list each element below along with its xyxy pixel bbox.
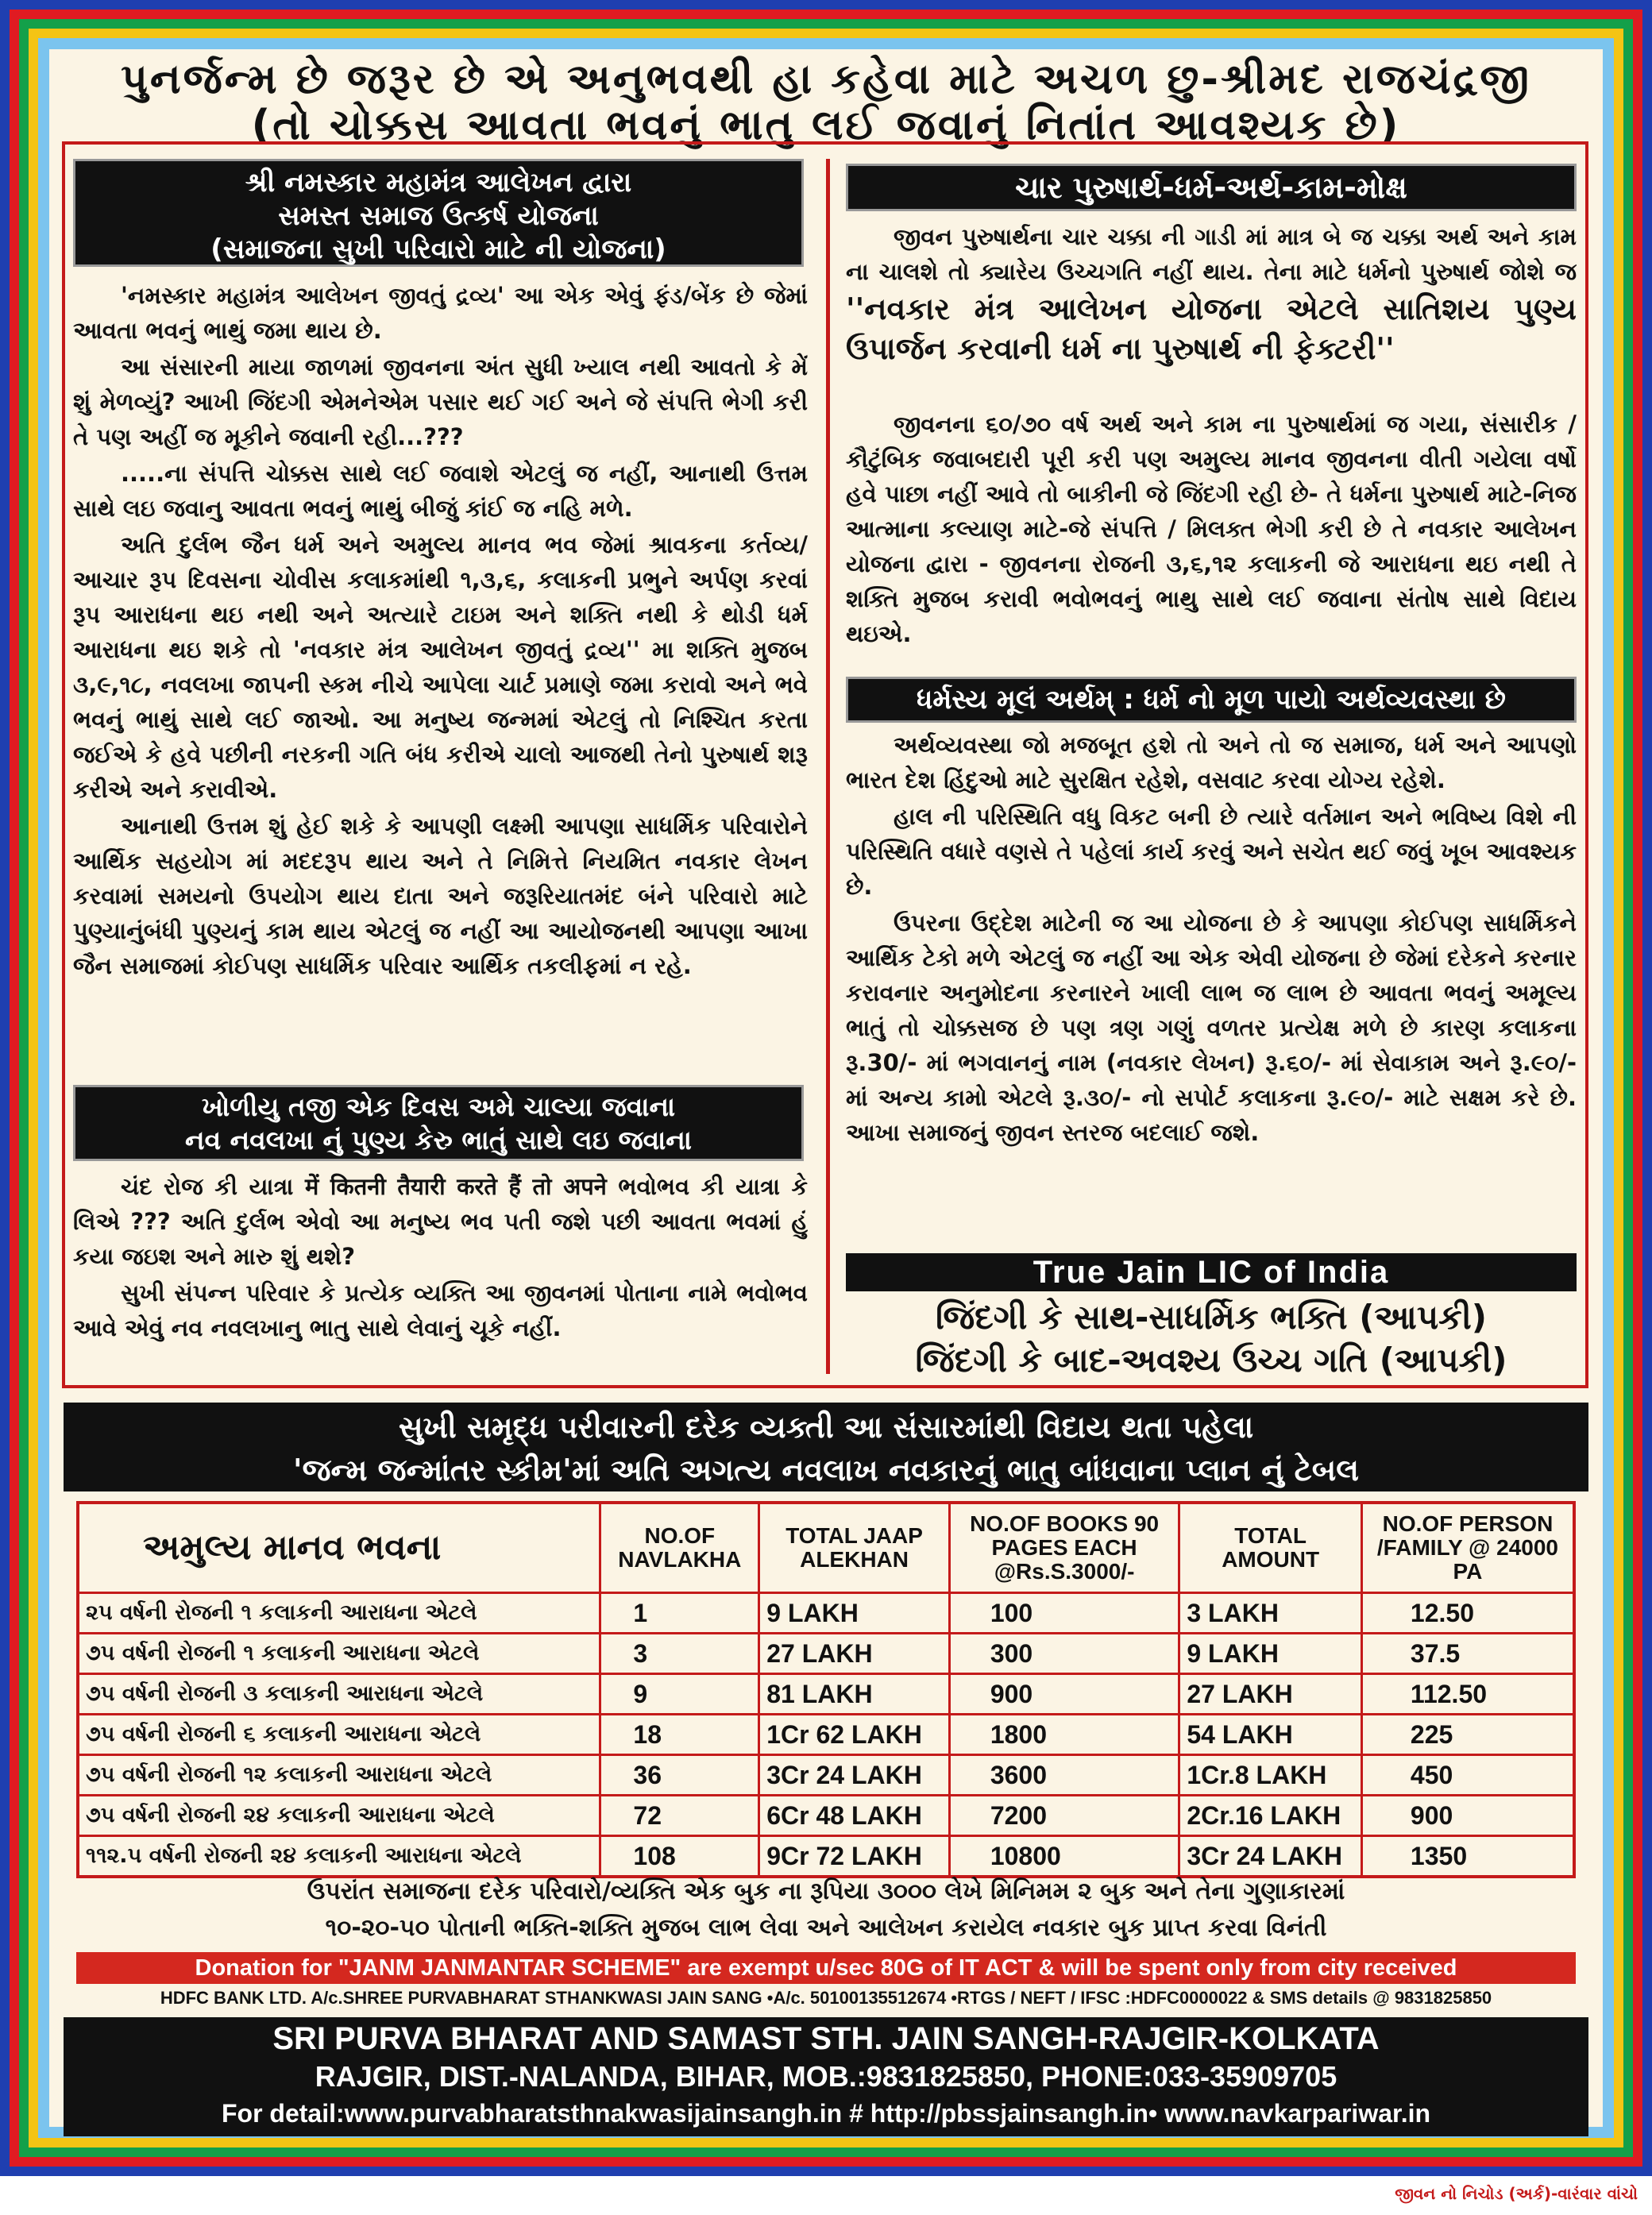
- table-cell: 12.50: [1361, 1593, 1574, 1634]
- table-cell: 2Cr.16 LAKH: [1179, 1796, 1362, 1836]
- left-paragraph-4: અતિ દુર્લભ જૈન ધર્મ અને અમુલ્ય માનવ ભવ જેમાં શ્રાવકના કર્તવ્ય/આચાર રૂપ દિવસના ચોવીસ કલાકમાંથી ૧,૩,૬, કલાકની પ્રભુને અર્પણ કરવાં રૂપ આરાધના થઇ નથી અને અત્યારે ટાઇમ અને શક્તિ નથી કે થોડી ધર્મ આરાધના થઇ શકે તો 'નવકાર મંત્ર આલેખન જીવતું દ્રવ્ય'' મા શક્તિ મુજબ ૩,૯,૧૮, નવલખા જાપની સ્કમ નીચે આપેલા ચાર્ટ પ્રમાણે જમા કરાવો અને ભવે ભવનું ભાથું સાથે લઈ જાઓ. આ મનુષ્ય જન્મમાં એટલું તો નિશ્ચિત કરતા જઈએ કે હવે પછીની નરકની ગતિ બંધ કરીએ ચાલો આજથી તેનો પુરુષાર્થ શરૂ કરીએ અને કરાવીએ.: [73, 531, 808, 803]
- column-divider: [826, 159, 830, 1374]
- table-cell: 1Cr.8 LAKH: [1179, 1755, 1362, 1796]
- table-cell: 37.5: [1361, 1634, 1574, 1674]
- left-heading-2-line-2: નવ નવલખા નું પુણ્ય કેરુ ભાતું સાથે લઇ જવાના: [185, 1125, 692, 1156]
- scheme-banner-line-1: સુખી સમૃદ્ધ પરીવારની દરેક વ્યક્તી આ સંસારમાંથી વિદાય થતા પહેલા: [398, 1410, 1254, 1445]
- left-body-2: [73, 1169, 808, 1383]
- left-paragraph-6: ચંદ રોજ કી યાત્રા में कितनी तैयारी करते हैं तो अपने ભવોભવ કી યાત્રા કે લિએ ??? અતિ દુર્લભ એવો આ મનુષ્ય ભવ પતી જશે પછી આવતા ભવમાં હું કયા જઇશ અને મારુ શું થશે?: [73, 1173, 808, 1270]
- table-row: [78, 1796, 1574, 1836]
- table-header-amount: TOTAL AMOUNT: [1179, 1503, 1362, 1593]
- table-cell: ૭૫ વર્ષની રોજની ૧૨ કલાકની આરાધના એટલે: [78, 1755, 600, 1796]
- table-cell: 900: [949, 1674, 1179, 1715]
- table-header-label: અમુલ્ય માનવ ભવના: [78, 1503, 600, 1593]
- left-paragraph-3: .....ના સંપત્તિ ચોક્કસ સાથે લઈ જવાશે એટલું જ નહીં, આનાથી ઉત્તમ સાથે લઇ જવાનુ આવતા ભવનું ભાથું બીજું કાંઈ જ નહિ મળે.: [73, 460, 808, 522]
- table-cell: 7200: [949, 1796, 1179, 1836]
- right-paragraph-1: [846, 219, 1577, 369]
- table-cell: 36: [600, 1755, 759, 1796]
- table-row: [78, 1634, 1574, 1674]
- table-cell: 9: [600, 1674, 759, 1715]
- left-body: [73, 278, 808, 1080]
- left-heading: [73, 159, 804, 267]
- table-cell: 18: [600, 1715, 759, 1755]
- table-cell: 225: [1361, 1715, 1574, 1755]
- appeal-note-line-1: ઉપરાંત સમાજના દરેક પરિવારો/વ્યક્તિ એક બુક ના રૂપિયા ૩૦૦૦ લેખે મિનિમમ ૨ બુક અને તેના ગુણાકારમાં: [307, 1877, 1345, 1905]
- table-cell: 3600: [949, 1755, 1179, 1796]
- right-paragraph-5: ઉપરના ઉદ્દેશ માટેની જ આ યોજના છે કે આપણા કોઈપણ સાધર્મિકને આર્થિક ટેકો મળે એટલું જ નહીં આ એક એવી યોજના છે જેમાં દરેકને કરનાર કરાવનાર અનુમોદના કરનારને ખાલી લાભ જ લાભ છે આવતા ભવનું અમૂલ્ય ભાતું તો ચોક્કસજ છે પણ ત્રણ ગણું વળતર પ્રત્યેક્ષ મળે છે કારણ કલાકના રૂ.30/- માં ભગવાનનું નામ (નવકાર લેખન) રૂ.૬૦/- માં સેવાકામ અને રૂ.૯૦/- માં અન્ય કામો એટલે રૂ.૩૦/- નો સપોર્ટ કલાકના રૂ.૯૦/- માટે સક્ષમ કરે છે. આખા સમાજનું જીવન સ્તરજ બદલાઈ જશે.: [846, 909, 1577, 1146]
- table-header-jaap: TOTAL JAAP ALEKHAN: [759, 1503, 950, 1593]
- appeal-note-line-2: ૧૦-૨૦-૫૦ પોતાની ભક્તિ-શક્તિ મુજબ લાભ લેવા અને આલેખન કરાયેલ નવકાર બુક પ્રાપ્ત કરવા વિનંતી: [325, 1914, 1327, 1942]
- left-paragraph-5: આનાથી ઉત્તમ શું હેઈ શકે કે આપણી લક્ષ્મી આપણા સાધર્મિક પરિવારોને આર્થિક સહયોગ માં મદદરૂપ થાય અને તે નિમિત્તે નિયમિત નવકાર લેખન કરવામાં સમયનો ઉપયોગ થાય દાતા અને જરૂરિયાતમંદ બંને પરિવારો માટે પુણ્યાનુંબંધી પુણ્યનું કામ થાય એટલું જ નહીં આ આયોજનથી આપણા આખા જૈન સમાજમાં કોઈપણ સાધર્મિક પરિવાર આર્થિક તકલીફમાં ન રહે.: [73, 812, 808, 979]
- table-cell: ૧૧૨.૫ વર્ષની રોજની ૨૪ કલાકની આરાધના એટલે: [78, 1836, 600, 1877]
- left-heading-2: [73, 1085, 804, 1161]
- table-row: [78, 1715, 1574, 1755]
- right-body-2: [846, 407, 1577, 661]
- table-cell: 9Cr 72 LAKH: [759, 1836, 950, 1877]
- right-paragraph-1-quote: ''નવકાર મંત્ર આલેખન યોજના એટલે સાતિશય પુણ્ય ઉપાર્જન કરવાની ધર્મ ના પુરુષાર્થ ની ફેક્ટરી'': [846, 291, 1577, 366]
- table-cell: 6Cr 48 LAKH: [759, 1796, 950, 1836]
- table-cell: 27 LAKH: [1179, 1674, 1362, 1715]
- left-heading-2-line-1: ખોળીયુ તજી એક દિવસ અમે ચાલ્યા જવાના: [201, 1091, 676, 1122]
- right-heading-text: ચાર પુરુષાર્થ-ધર્મ-અર્થ-કામ-મોક્ષ: [1015, 170, 1407, 205]
- table-cell: ૭૫ વર્ષની રોજની ૧ કલાકની આરાધના એટલે: [78, 1634, 600, 1674]
- table-header-books: NO.OF BOOKS 90 PAGES EACH @Rs.S.3000/-: [949, 1503, 1179, 1593]
- lic-line-2: જિંદગી કે બાદ-અવશ્ય ઉચ્ચ ગતિ (આપકી): [915, 1341, 1507, 1380]
- table-cell: ૭૫ વર્ષની રોજની ૬ કલાકની આરાધના એટલે: [78, 1715, 600, 1755]
- table-row: [78, 1836, 1574, 1877]
- table-cell: 10800: [949, 1836, 1179, 1877]
- table-header-navlakha: NO.OF NAVLAKHA: [600, 1503, 759, 1593]
- footer-websites: For detail:www.purvabharatsthnakwasijainsangh.in # http://pbssjainsangh.in• www.navkarpariwar.in: [221, 2099, 1431, 2128]
- table-cell: ૭૫ વર્ષની રોજની ૨૪ કલાકની આરાધના એટલે: [78, 1796, 600, 1836]
- right-paragraph-2: જીવનના ૬૦/૭૦ વર્ષ અર્થ અને કામ ના પુરુષાર્થમાં જ ગયા, સંસારીક / કૌટુંબિક જવાબદારી પૂરી કરી પણ અમુલ્ય માનવ જીવનના વીતી ગયેલા વર્ષો હવે પાછા નહીં આવે તો બાકીની જે જિંદગી રહી છે- તે ધર્મના પુરુષાર્થ માટે-નિજ આત્માના કલ્યાણ માટે-જે સંપત્તિ / મિલક્ત ભેગી કરી છે તે નવકાર આલેખન યોજના દ્વારા - જીવનના રોજની ૩,૬,૧૨ કલાકની જે આરાધના થઇ નથી તે શક્તિ મુજબ કરાવી ભવોભવનું ભાથુ સાથે લઈ જવાના સંતોષ સાથે વિદાય થઇએ.: [846, 411, 1577, 647]
- table-header-row: [78, 1503, 1574, 1593]
- table-cell: 1350: [1361, 1836, 1574, 1877]
- table-cell: 1Cr 62 LAKH: [759, 1715, 950, 1755]
- table-cell: 81 LAKH: [759, 1674, 950, 1715]
- right-body-3: [846, 727, 1577, 1244]
- table-cell: 100: [949, 1593, 1179, 1634]
- left-heading-line-1: શ્રી નમસ્કાર મહામંત્ર આલેખન દ્વારા: [245, 167, 632, 199]
- left-paragraph-2: આ સંસારની માયા જાળમાં જીવનના અંત સુધી ખ્યાલ નથી આવતો કે મેં શું મેળવ્યું? આખી જિંદગી એમનેએમ પસાર થઈ ગઈ અને જે સંપત્તિ ભેગી કરી તે પણ અહીં જ મૂકીને જવાની રહી...???: [73, 353, 808, 450]
- right-heading-2-text: ધર્મસ્ય મૂલં અર્થમ્ : ધર્મ નો મૂળ પાયો અર્થવ્યવસ્થા છે: [917, 684, 1506, 716]
- left-heading-line-3: (સમાજના સુખી પરિવારો માટે ની યોજના): [210, 233, 666, 265]
- footer-org-name: SRI PURVA BHARAT AND SAMAST STH. JAIN SANGH-RAJGIR-KOLKATA: [272, 2021, 1380, 2056]
- scheme-table: [76, 1501, 1576, 1878]
- table-cell: ૭૫ વર્ષની રોજની ૩ કલાકની આરાધના એટલે: [78, 1674, 600, 1715]
- header-line-1: પુનર્જન્મ છે જરૂર છે એ અનુભવથી હા કહેવા માટે અચળ છુ-શ્રીમદ રાજચંદ્રજી: [121, 56, 1531, 103]
- header-line-2: (તો ચોક્કસ આવતા ભવનું ભાતુ લઈ જવાનું નિતાંત આવશ્યક છે): [251, 102, 1401, 149]
- donation-notice: Donation for "JANM JANMANTAR SCHEME" are exempt u/sec 80G of IT ACT & will be spent only from city received: [76, 1952, 1576, 1984]
- table-cell: 3 LAKH: [1179, 1593, 1362, 1634]
- table-cell: 900: [1361, 1796, 1574, 1836]
- table-header-person: NO.OF PERSON /FAMILY @ 24000 PA: [1361, 1503, 1574, 1593]
- table-cell: 3: [600, 1634, 759, 1674]
- table-row: [78, 1674, 1574, 1715]
- table-cell: 300: [949, 1634, 1179, 1674]
- table-cell: 9 LAKH: [1179, 1634, 1362, 1674]
- left-paragraph-7: સુખી સંપન્ન પરિવાર કે પ્રત્યેક વ્યક્તિ આ જીવનમાં પોતાના નામે ભવોભવ આવે એવું નવ નવલખાનુ ભાતુ સાથે લેવાનું ચૂકે નહીં.: [73, 1279, 808, 1341]
- right-heading-2: [846, 677, 1577, 723]
- table-cell: 72: [600, 1796, 759, 1836]
- right-paragraph-1-text: જીવન પુરુષાર્થના ચાર ચક્કા ની ગાડી માં માત્ર બે જ ચક્કા અર્થ અને કામ ના ચાલશે તો ક્યારેય ઉચ્ચગતિ નહીં થાય. તેના માટે ધર્મનો પુરુષાર્થ જોશે જ: [846, 223, 1577, 285]
- tagline: જીવન નો નિચોડ (અર્ક)-વારંવાર વાંચો: [1395, 2184, 1638, 2203]
- right-paragraph-3: અર્થવ્યવસ્થા જો મજબૂત હશે તો અને તો જ સમાજ, ધર્મ અને આપણો ભારત દેશ હિંદુઓ માટે સુરક્ષિત રહેશે, વસવાટ કરવા યોગ્ય રહેશે.: [846, 731, 1577, 793]
- footer-address: RAJGIR, DIST.-NALANDA, BIHAR, MOB.:9831825850, PHONE:033-35909705: [315, 2060, 1337, 2093]
- left-heading-line-2: સમસ્ત સમાજ ઉત્કર્ષ યોજના: [278, 200, 599, 232]
- scheme-banner: [64, 1403, 1588, 1491]
- right-body-1: [846, 219, 1577, 403]
- table-cell: 27 LAKH: [759, 1634, 950, 1674]
- table-cell: 54 LAKH: [1179, 1715, 1362, 1755]
- left-paragraph-1: 'નમસ્કાર મહામંત્ર આલેખન જીવતું દ્રવ્ય' આ એક એવું ફંડ/બેંક છે જેમાં આવતા ભવનું ભાથું જમા થાય છે.: [73, 282, 808, 344]
- table-cell: 3Cr 24 LAKH: [1179, 1836, 1362, 1877]
- table-cell: 450: [1361, 1755, 1574, 1796]
- table-cell: ૨૫ વર્ષની રોજની ૧ કલાકની આરાધના એટલે: [78, 1593, 600, 1634]
- scheme-banner-line-2: 'જન્મ જન્માંતર સ્કીમ'માં અતિ અગત્ય નવલાખ નવકારનું ભાતુ બાંધવાના પ્લાન નું ટેબલ: [292, 1453, 1360, 1488]
- footer: [64, 2017, 1588, 2136]
- right-paragraph-4: હાલ ની પરિસ્થિતિ વધુ વિકટ બની છે ત્યારે વર્તમાન અને ભવિષ્ય વિશે ની પરિસ્થિતિ વધારે વણસે તે પહેલાં કાર્ય કરવું અને સચેત થઈ જવું ખૂબ આવશ્યક છે.: [846, 803, 1577, 900]
- lic-title: True Jain LIC of India: [846, 1253, 1577, 1291]
- right-heading: [846, 164, 1577, 211]
- table-cell: 112.50: [1361, 1674, 1574, 1715]
- bank-details: HDFC BANK LTD. A/c.SHREE PURVABHARAT STHANKWASI JAIN SANG •A/c. 50100135512674 •RTGS / NEFT / IFSC :HDFC0000022 & SMS details @ 9831825850: [160, 1988, 1492, 2008]
- table-cell: 3Cr 24 LAKH: [759, 1755, 950, 1796]
- table-cell: 9 LAKH: [759, 1593, 950, 1634]
- table-cell: 108: [600, 1836, 759, 1877]
- lic-line-1: જિંદગી કે સાથ-સાધર્મિક ભક્તિ (આપકી): [936, 1298, 1487, 1337]
- table-cell: 1800: [949, 1715, 1179, 1755]
- table-cell: 1: [600, 1593, 759, 1634]
- appeal-note: [76, 1873, 1576, 1947]
- table-row: [78, 1593, 1574, 1634]
- table-row: [78, 1755, 1574, 1796]
